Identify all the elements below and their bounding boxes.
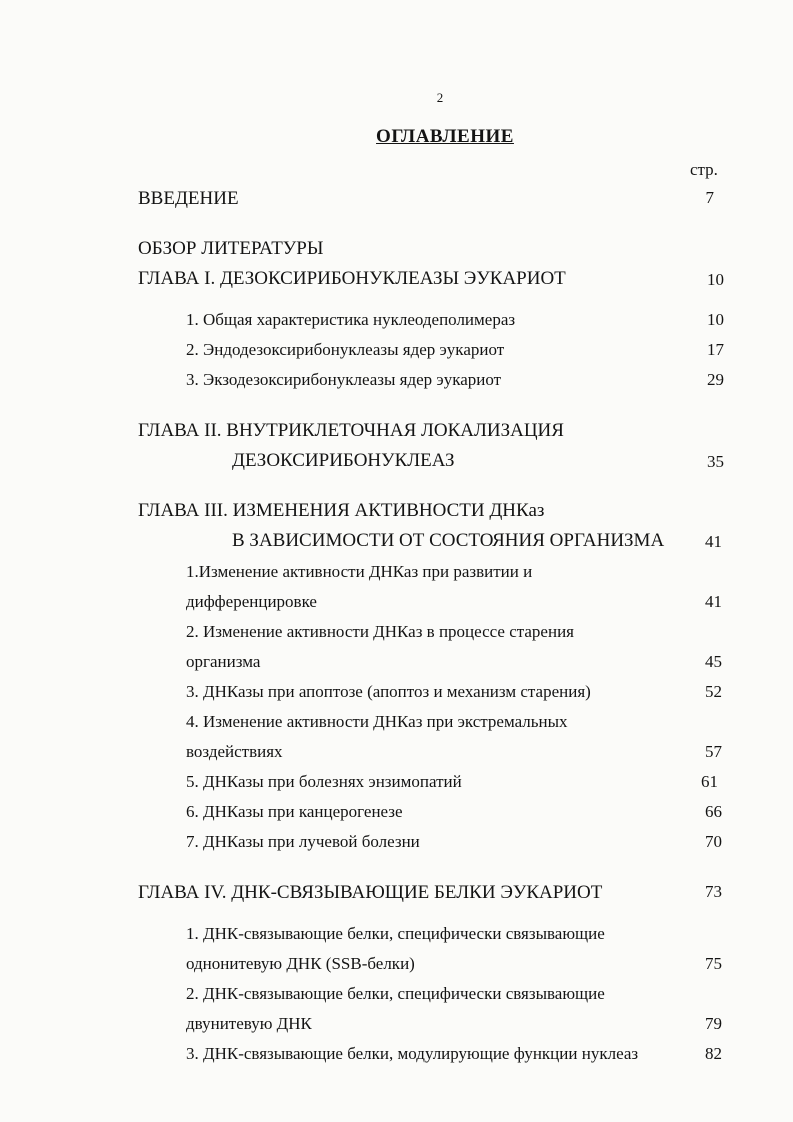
toc-entry-page: 17 bbox=[707, 340, 724, 359]
toc-entry-text: 5. ДНКазы при болезнях энзимопатий bbox=[186, 772, 462, 791]
toc-entry-text: дифференцировке bbox=[186, 592, 317, 611]
toc-entry-text: 3. ДНКазы при апоптозе (апоптоз и механизм старения) bbox=[186, 682, 591, 701]
toc-entry-page: 61 bbox=[701, 772, 718, 791]
toc-entry-text: 1.Изменение активности ДНКаз при развитии и bbox=[186, 562, 533, 581]
toc-entry-page: 79 bbox=[705, 1014, 722, 1033]
toc-entry-page: 57 bbox=[705, 742, 722, 761]
toc-entry-page: 35 bbox=[707, 452, 724, 471]
toc-entry-page: 45 bbox=[705, 652, 722, 671]
toc-entry-text: ДЕЗОКСИРИБОНУКЛЕАЗ bbox=[232, 450, 455, 471]
toc-entry-page: 41 bbox=[705, 592, 722, 611]
toc-entry-page: 66 bbox=[705, 802, 722, 821]
toc-entry-text: ГЛАВА I. ДЕЗОКСИРИБОНУКЛЕАЗЫ ЭУКАРИОТ bbox=[138, 268, 566, 289]
toc-entry-text: 6. ДНКазы при канцерогенезе bbox=[186, 802, 403, 821]
toc-entry-text: 1. ДНК-связывающие белки, специфически связывающие bbox=[186, 924, 605, 943]
toc-entry-page: 52 bbox=[705, 682, 722, 701]
toc-entry-text: ВВЕДЕНИЕ bbox=[138, 188, 239, 209]
page-column-label: стр. bbox=[690, 160, 718, 179]
toc-entry-text: 2. Эндодезоксирибонуклеазы ядер эукариот bbox=[186, 340, 505, 359]
toc-entry-text: В ЗАВИСИМОСТИ ОТ СОСТОЯНИЯ ОРГАНИЗМА bbox=[232, 530, 665, 551]
toc-entry-text: ГЛАВА II. ВНУТРИКЛЕТОЧНАЯ ЛОКАЛИЗАЦИЯ bbox=[138, 420, 564, 441]
toc-entry-text: ОБЗОР ЛИТЕРАТУРЫ bbox=[138, 238, 324, 259]
toc-entry-page: 29 bbox=[707, 370, 724, 389]
toc-entry-text: ГЛАВА III. ИЗМЕНЕНИЯ АКТИВНОСТИ ДНКаз bbox=[138, 500, 545, 521]
toc-entry-text: ГЛАВА IV. ДНК-СВЯЗЫВАЮЩИЕ БЕЛКИ ЭУКАРИОТ bbox=[138, 882, 603, 903]
toc-entry-text: 2. ДНК-связывающие белки, специфически связывающие bbox=[186, 984, 605, 1003]
toc-entry-text: воздействиях bbox=[186, 742, 283, 761]
toc-entry-page: 10 bbox=[707, 270, 724, 289]
toc-entry-text: 7. ДНКазы при лучевой болезни bbox=[186, 832, 420, 851]
page-number: 2 bbox=[436, 90, 444, 105]
toc-entry-page: 41 bbox=[705, 532, 722, 551]
toc-entry-page: 10 bbox=[707, 310, 724, 329]
toc-entry-text: 3. Экзодезоксирибонуклеазы ядер эукариот bbox=[186, 370, 502, 389]
page-title: ОГЛАВЛЕНИЕ bbox=[376, 126, 514, 147]
toc-entry-page: 75 bbox=[705, 954, 722, 973]
toc-entry-text: 1. Общая характеристика нуклеодеполимераз bbox=[186, 310, 516, 329]
toc-entry-text: однонитевую ДНК (SSB-белки) bbox=[186, 954, 415, 973]
toc-entry-page: 73 bbox=[705, 882, 722, 901]
toc-entry-text: 3. ДНК-связывающие белки, модулирующие функции нуклеаз bbox=[186, 1044, 639, 1063]
toc-entry-text: двунитевую ДНК bbox=[186, 1014, 312, 1033]
toc-entry-page: 70 bbox=[705, 832, 722, 851]
toc-entry-text: 2. Изменение активности ДНКаз в процессе старения bbox=[186, 622, 574, 641]
toc-entry-page: 82 bbox=[705, 1044, 722, 1063]
toc-entry-page: 7 bbox=[705, 188, 714, 207]
toc-entry-text: 4. Изменение активности ДНКаз при экстремальных bbox=[186, 712, 568, 731]
toc-entry-text: организма bbox=[186, 652, 261, 671]
